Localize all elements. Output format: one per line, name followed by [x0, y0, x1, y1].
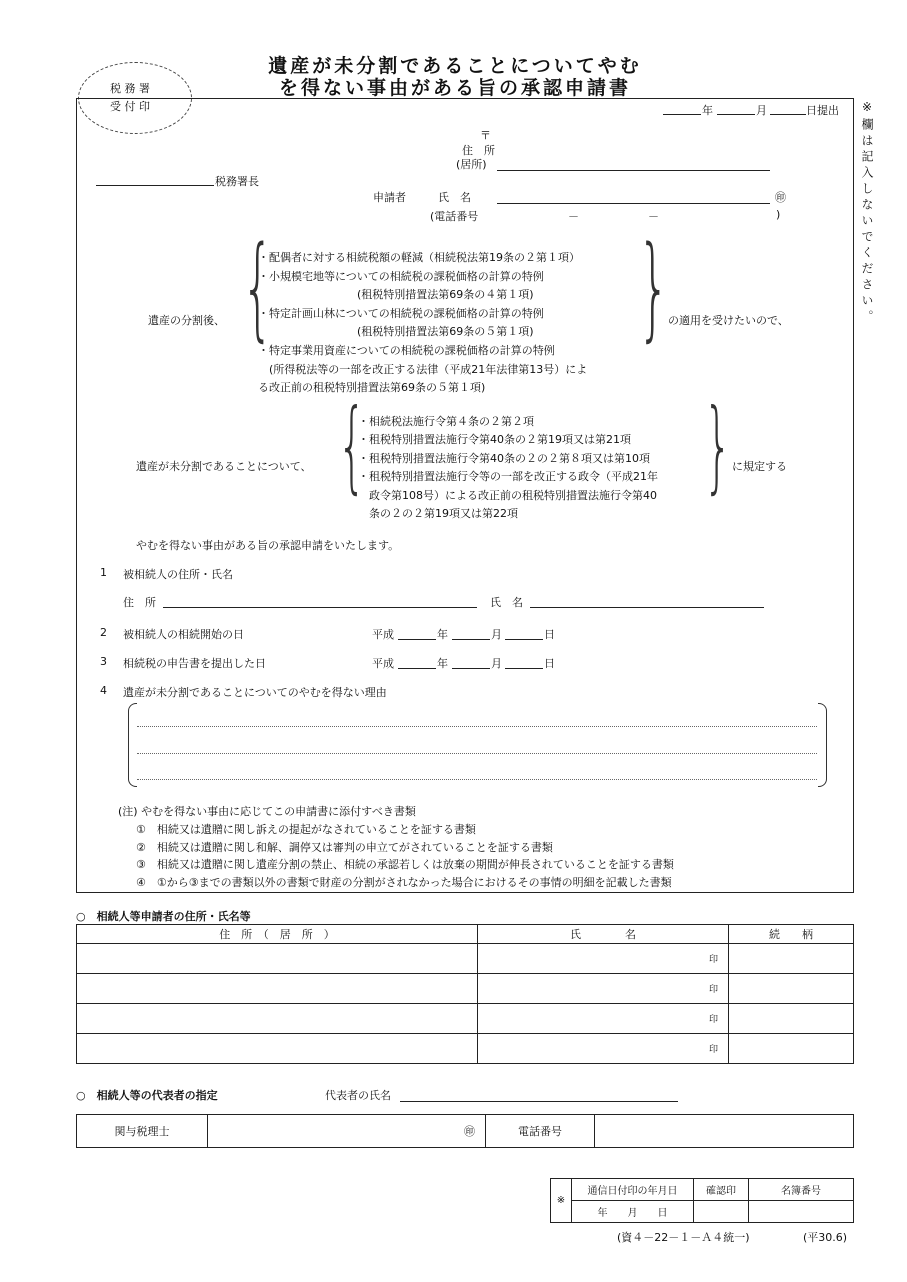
block1-item: ・特定事業用資産についての相続税の課税価格の計算の特例 — [258, 343, 555, 357]
date-year-label: 年 — [702, 104, 713, 117]
reason-line[interactable] — [137, 753, 817, 754]
phone-dash1: － — [568, 210, 579, 223]
accountant-table — [76, 1114, 854, 1148]
section3-era: 平成 — [372, 657, 394, 670]
block2-right-brace: } — [703, 387, 733, 504]
block1-item: (租税特別措置法第69条の５第１項) — [258, 325, 534, 339]
table-row — [77, 974, 854, 1004]
block2-item: 条の２の２第19項又は第22項 — [358, 507, 518, 521]
phone-label: (電話番号 — [430, 210, 479, 223]
heir-name-cell[interactable] — [478, 1004, 729, 1034]
block2-item: ・租税特別措置法施行令等の一部を改正する政令（平成21年 — [358, 470, 658, 484]
col-relation: 続 柄 — [729, 925, 854, 944]
block2-items — [358, 413, 658, 523]
reason-line[interactable] — [137, 779, 817, 780]
request-sentence: やむを得ない事由がある旨の承認申請をいたします。 — [136, 539, 400, 552]
block2-item: ・租税特別措置法施行令第40条の２第19項又は第21項 — [358, 433, 631, 447]
block1-lead: 遺産の分割後、 — [148, 314, 225, 327]
section3-year: 年 — [437, 657, 448, 670]
decedent-address-label: 住 所 — [123, 596, 156, 609]
heir-name-cell[interactable] — [478, 944, 729, 974]
seal-mark: 印 — [708, 985, 718, 995]
seal-mark: 印 — [708, 1015, 718, 1025]
block2-left-brace: { — [337, 387, 367, 504]
reason-bracket-left — [128, 703, 137, 787]
section3-month: 月 — [491, 657, 502, 670]
office-col2: 確認印 — [694, 1179, 749, 1201]
stamp-line1: 税 務 署 — [110, 82, 150, 95]
col-name: 氏 名 — [478, 925, 729, 944]
applicant-name-field[interactable] — [497, 203, 770, 204]
phone-dash2: － — [648, 210, 659, 223]
postal-mark: 〒 — [480, 129, 491, 142]
accountant-phone-label: 電話番号 — [486, 1115, 595, 1148]
date-day-label: 日提出 — [806, 104, 839, 117]
seal-mark: 印 — [708, 1045, 718, 1055]
tax-office-suffix: 税務署長 — [215, 175, 259, 188]
heir-address-cell[interactable] — [77, 974, 478, 1004]
applicant-seal: ㊞ — [775, 191, 786, 204]
accountant-name-cell[interactable] — [208, 1115, 486, 1148]
office-col3: 名簿番号 — [749, 1179, 854, 1201]
heir-address-cell[interactable] — [77, 1004, 478, 1034]
block2-tail: に規定する — [732, 460, 787, 473]
reason-bracket-right — [818, 703, 827, 787]
block1-item: (所得税法等の一部を改正する法律（平成21年法律第13号）によ — [258, 362, 588, 376]
decedent-name-label: 氏 名 — [490, 596, 523, 609]
block1-item: ・特定計画山林についての相続税の課税価格の計算の特例 — [258, 306, 544, 320]
block1-tail: の適用を受けたいので、 — [668, 314, 789, 327]
notes-heading: (注) やむを得ない事由に応じてこの申請書に添付すべき書類 — [118, 805, 416, 818]
table-row — [77, 944, 854, 974]
date-month-label: 月 — [756, 104, 767, 117]
block2-item: 政令第108号）による改正前の租税特別措置法施行令第40 — [358, 488, 657, 502]
section2-month: 月 — [491, 628, 502, 641]
block1-item: (租税特別措置法第69条の４第１項) — [258, 288, 534, 302]
block1-right-brace: } — [637, 223, 670, 353]
block1-left-brace: { — [241, 223, 274, 353]
office-register-cell — [749, 1201, 854, 1223]
heir-relation-cell[interactable] — [729, 1034, 854, 1064]
block1-item: ・小規模宅地等についての相続税の課税価格の計算の特例 — [258, 269, 544, 283]
reason-line[interactable] — [137, 726, 817, 727]
representative-name-label: 代表者の氏名 — [325, 1089, 391, 1102]
representative-name-field[interactable] — [400, 1101, 678, 1102]
address-label: 住 所 — [462, 144, 495, 157]
col-address: 住 所 （ 居 所 ） — [77, 925, 478, 944]
table-row — [77, 1004, 854, 1034]
heirs-table — [76, 924, 854, 1064]
decedent-name-field[interactable] — [530, 607, 764, 608]
applicant-label: 申請者 — [373, 191, 406, 204]
block1-items — [258, 249, 587, 398]
block1-item: ・配偶者に対する相続税額の軽減（相続税法第19条の２第１項） — [258, 251, 580, 264]
block1-item: る改正前の租税特別措置法第69条の５第１項) — [258, 381, 486, 395]
revision: (平30.6) — [803, 1231, 848, 1244]
heir-address-cell[interactable] — [77, 1034, 478, 1064]
accountant-label: 関与税理士 — [77, 1115, 208, 1148]
section3-num: 3 — [100, 655, 107, 668]
section3-label: 相続税の申告書を提出した日 — [123, 657, 266, 670]
heir-name-cell[interactable] — [478, 974, 729, 1004]
heir-relation-cell[interactable] — [729, 944, 854, 974]
table-row — [77, 1034, 854, 1064]
block2-item: ・租税特別措置法施行令第40条の２の２第８項又は第10項 — [358, 451, 650, 465]
section1-label: 被相続人の住所・氏名 — [123, 568, 233, 581]
seal-mark: 印 — [708, 955, 718, 965]
section3-day: 日 — [544, 657, 555, 670]
note-item: ③ 相続又は遺贈に関し遺産分割の禁止、相続の承認若しくは放棄の期間が伸長されていることを証する書類 — [136, 858, 674, 871]
phone-close: ) — [776, 208, 781, 221]
name-label: 氏 名 — [438, 191, 471, 204]
side-note: ※欄は記入しないでください。 — [860, 100, 874, 326]
office-confirm-cell — [694, 1201, 749, 1223]
notes-list — [136, 821, 674, 891]
section4-label: 遺産が未分割であることについてのやむを得ない理由 — [123, 686, 387, 699]
section2-era: 平成 — [372, 628, 394, 641]
accountant-seal: ㊞ — [464, 1125, 475, 1138]
note-item: ④ ①から③までの書類以外の書類で財産の分割がされなかった場合におけるその事情の明細を記載した書類 — [136, 875, 672, 889]
form-code: (資４－22－１－Ａ４統一) — [617, 1231, 750, 1244]
title-line1: 遺産が未分割であることについてやむ — [268, 55, 642, 77]
heir-relation-cell[interactable] — [729, 1004, 854, 1034]
section2-year: 年 — [437, 628, 448, 641]
tax-office-field[interactable] — [96, 185, 214, 186]
representative-heading: ○ 相続人等の代表者の指定 — [76, 1089, 218, 1102]
note-item: ② 相続又は遺贈に関し和解、調停又は審判の申立てがされていることを証する書類 — [136, 840, 553, 854]
block2-item: ・相続税法施行令第４条の２第２項 — [358, 415, 534, 428]
section2-label: 被相続人の相続開始の日 — [123, 628, 244, 641]
heir-name-cell[interactable] — [478, 1034, 729, 1064]
office-date: 年 月 日 — [572, 1201, 694, 1223]
section2-day: 日 — [544, 628, 555, 641]
office-mark: ※ — [551, 1179, 572, 1223]
note-item: ① 相続又は遺贈に関し訴えの提起がなされていることを証する書類 — [136, 823, 476, 836]
office-use-table — [550, 1178, 854, 1223]
decedent-address-field[interactable] — [163, 607, 477, 608]
section1-num: 1 — [100, 566, 107, 579]
accountant-phone-cell[interactable] — [595, 1115, 854, 1148]
residence-label: (居所) — [456, 158, 487, 171]
address-field[interactable] — [497, 170, 770, 171]
section2-num: 2 — [100, 626, 107, 639]
heir-relation-cell[interactable] — [729, 974, 854, 1004]
heirs-heading: ○ 相続人等申請者の住所・氏名等 — [76, 910, 251, 923]
section4-num: 4 — [100, 684, 107, 697]
block2-lead: 遺産が未分割であることについて、 — [136, 460, 312, 473]
title-line2: を得ない事由がある旨の承認申請書 — [278, 77, 631, 99]
page-title — [230, 55, 680, 99]
heir-address-cell[interactable] — [77, 944, 478, 974]
stamp-line2: 受 付 印 — [110, 100, 150, 113]
office-col1: 通信日付印の年月日 — [572, 1179, 694, 1201]
